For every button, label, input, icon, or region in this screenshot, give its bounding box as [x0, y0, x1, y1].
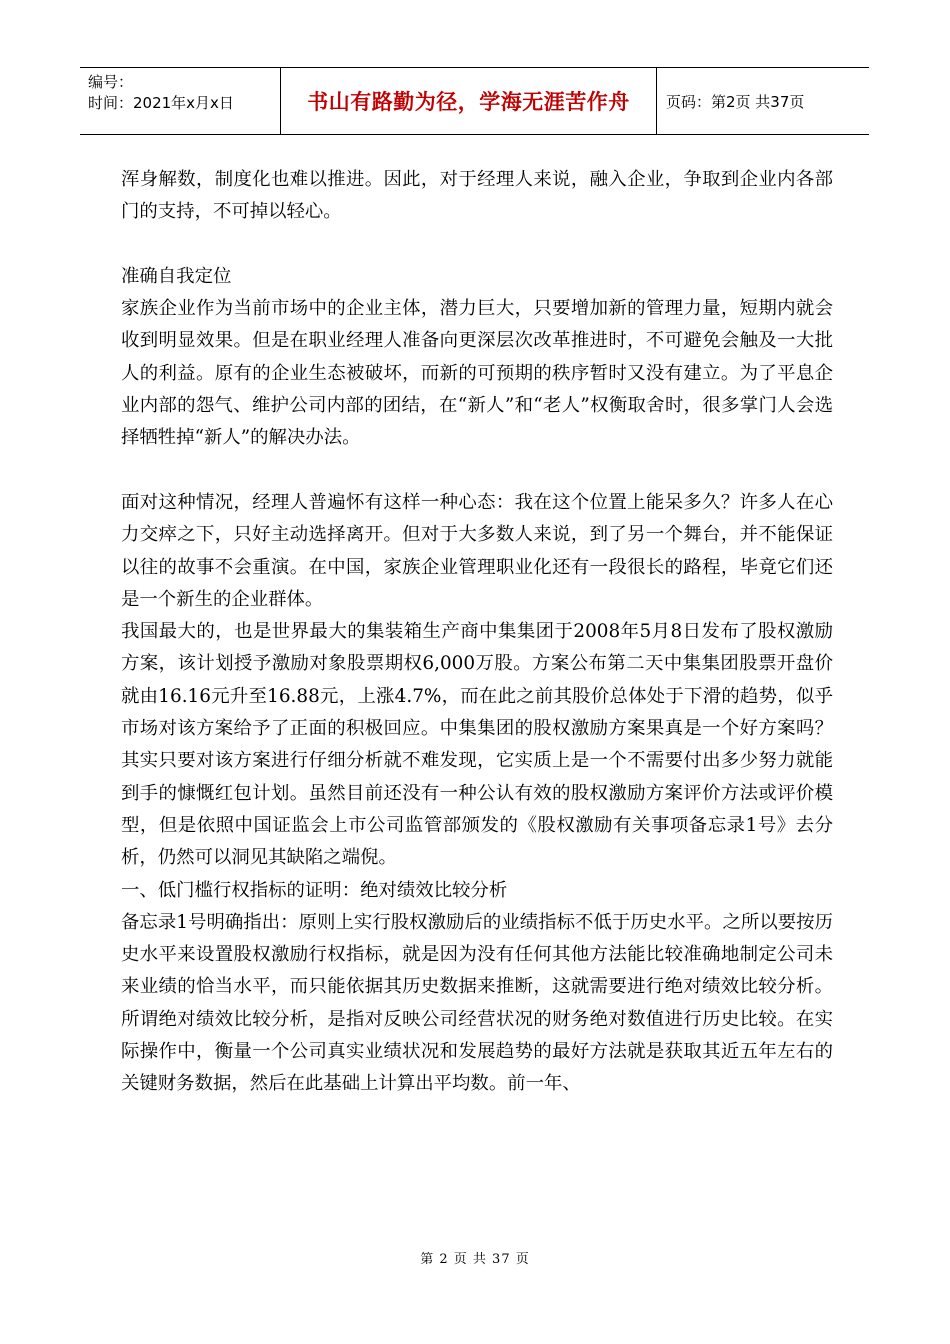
document-body: [121, 164, 833, 1101]
section-heading: 准确自我定位: [121, 265, 232, 287]
header-motto: 书山有路勤为径，学海无涯苦作舟: [281, 68, 657, 134]
document-date: 时间：2021年x月x日: [88, 94, 234, 112]
section-heading: 一、低门槛行权指标的证明：绝对绩效比较分析: [121, 879, 508, 901]
paragraph: 我国最大的，也是世界最大的集装箱生产商中集集团于2008年5月8日发布了股权激励方案，该计划授予激励对象股票期权6,000万股。方案公布第二天中集集团股票开盘价就由16.16元升至16.88元，上涨4.7%，而在此之前其股价总体处于下滑的趋势，似乎市场对该方案给予了正面的积极回应。中集集团的股权激励方案果真是一个好方案吗？其实只要对该方案进行仔细分析就不难发现，它实质上是一个不需要付出多少努力就能到手的慷慨红包计划。虽然目前还没有一种公认有效的股权激励方案评价方法或评价模型，但是依照中国证监会上市公司监管部颁发的《股权激励有关事项备忘录1号》去分析，仍然可以洞见其缺陷之端倪。: [121, 621, 833, 869]
header-meta-cell: [80, 68, 281, 134]
paragraph: 浑身解数，制度化也难以推进。因此，对于经理人来说，融入企业，争取到企业内各部门的支持，不可掉以轻心。: [121, 169, 833, 223]
page-header: [80, 67, 869, 135]
page-footer: 第 2 页 共 37 页: [420, 1252, 530, 1267]
document-number-label: 编号：: [88, 73, 134, 91]
paragraph-spacer: [121, 455, 833, 487]
paragraph: 家族企业作为当前市场中的企业主体，潜力巨大，只要增加新的管理力量，短期内就会收到明显效果。但是在职业经理人准备向更深层次改革推进时，不可避免会触及一大批人的利益。原有的企业生态被破坏，而新的可预期的秩序暂时又没有建立。为了平息企业内部的怨气、维护公司内部的团结，在“新人”和“老人”权衡取舍时，很多掌门人会选择牺牲掉“新人”的解决办法。: [121, 298, 833, 449]
header-page-info: 页码：第2页 共37页: [666, 92, 805, 111]
paragraph: 备忘录1号明确指出：原则上实行股权激励后的业绩指标不低于历史水平。之所以要按历史水平来设置股权激励行权指标，就是因为没有任何其他方法能比较准确地制定公司未来业绩的恰当水平，而只能依据其历史数据来推断，这就需要进行绝对绩效比较分析。所谓绝对绩效比较分析，是指对反映公司经营状况的财务绝对数值进行历史比较。在实际操作中，衡量一个公司真实业绩状况和发展趋势的最好方法就是获取其近五年左右的关键财务数据，然后在此基础上计算出平均数。前一年、: [121, 911, 833, 1095]
paragraph: 面对这种情况，经理人普遍怀有这样一种心态：我在这个位置上能呆多久？许多人在心力交瘁之下，只好主动选择离开。但对于大多数人来说，到了另一个舞台，并不能保证以往的故事不会重演。在中国，家族企业管理职业化还有一段很长的路程，毕竟它们还是一个新生的企业群体。: [121, 491, 833, 610]
paragraph-spacer: [121, 229, 833, 261]
